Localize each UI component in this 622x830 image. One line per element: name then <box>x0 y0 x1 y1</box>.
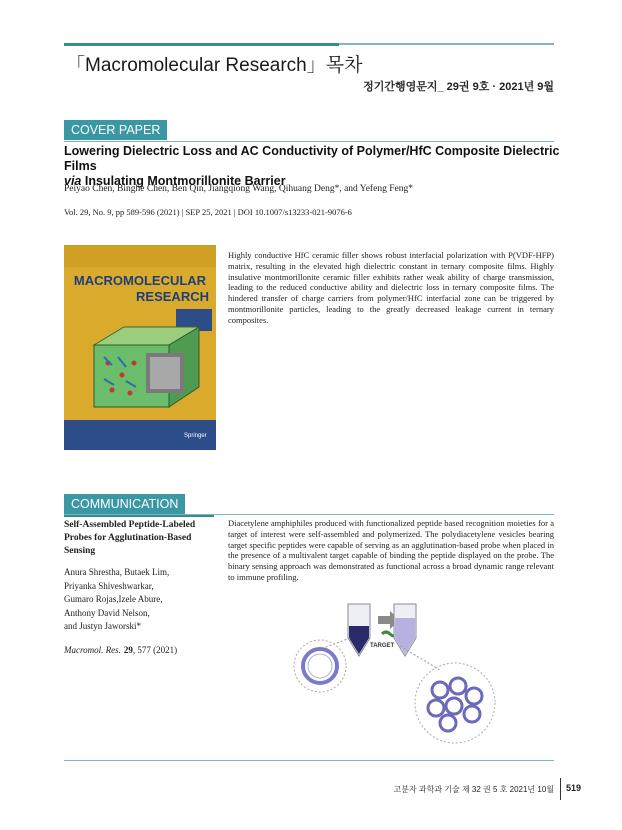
author-line: Gumaro Rojas,Izele Abure, <box>64 594 163 604</box>
article-citation <box>64 645 177 655</box>
footer-separator <box>560 778 561 800</box>
figure-target-label: TARGET <box>370 643 395 649</box>
agglutination-figure <box>290 598 550 748</box>
article-authors: Peiyao Chen, Binghe Chen, Ben Qin, Jiangqiong Wang, Qihuang Deng*, and Yefeng Feng* <box>64 184 413 194</box>
section-rule-accent <box>64 515 214 517</box>
article-title-rest: Insulating Montmorillonite Barrier <box>84 174 286 188</box>
cover-publisher: Springer <box>184 433 207 439</box>
article-citation: Vol. 29, No. 9, pp 589-596 (2021) | SEP 25, 2021 | DOI 10.1007/s13233-021-9076-6 <box>64 207 352 217</box>
footer-journal: 고분자 과학과 기술 제 32 권 5 호 2021년 10월 <box>393 785 554 794</box>
title-rule-accent <box>64 43 339 46</box>
article-title[interactable] <box>64 144 564 189</box>
citation-volume: 29 <box>123 645 133 655</box>
article-title-main: Lowering Dielectric Loss and AC Conductivity of Polymer/HfC Composite Dielectric Films <box>64 144 560 173</box>
article-title-via: via <box>64 174 82 188</box>
section-tag-cover-paper: COVER PAPER <box>64 120 167 140</box>
author-line: Priyanka Shiveshwarkar, <box>64 580 154 591</box>
cover-journal-line1: MACROMOLECULAR <box>73 273 207 288</box>
section-tag-communication: COMMUNICATION <box>64 494 185 514</box>
article-abstract: Diacetylene amphiphiles produced with functionalized peptide based recognition moieties for a target of interest were self-assembled and polymerized. The polydiacetylene vesicles bearing target specific peptides were capable of serving as an agglutination-based probe when placed in the presence of a multivalent target capable of binding the peptide displayed on the probe. The binary sensing approach was demonstrated as functional across a broad dynamic range relevant to immune profiling. <box>228 518 554 582</box>
footer-rule <box>64 760 554 761</box>
author-line: Anthony David Nelson, <box>64 607 150 618</box>
page-title: 「Macromolecular Research」목차 <box>66 55 363 76</box>
article-authors <box>64 566 214 634</box>
cover-illustration <box>64 245 216 450</box>
journal-cover-image <box>64 245 216 450</box>
author-line: and Justyn Jaworski* <box>64 621 141 631</box>
citation-rest: , 577 (2021) <box>132 645 178 655</box>
page-number: 519 <box>566 783 582 793</box>
issue-line: 정기간행영문지_ 29권 9호 · 2021년 9월 <box>363 81 554 93</box>
article-abstract: Highly conductive HfC ceramic filler shows robust interfacial polarization with P(VDF-HFP) matrix, resulting in the elevated high dielectric constant in ternary composite films. Highly insulative montmorillonite ceramic filler exhibits rather weak ability of charge transmission, leading to the reduced conductive ability and dielectric loss in ternary composite films. The hindered transfer of charge carriers from polymer/HfC interfacial zone can be triggered by montmorillonite particles, leading to the greatly decreased leakage current in ternary composites. <box>228 250 554 325</box>
citation-journal: Macromol. Res. <box>64 645 121 655</box>
section-rule <box>64 141 554 142</box>
cover-journal-line2: RESEARCH <box>136 289 209 304</box>
author-line: Anura Shrestha, Butaek Lim, <box>64 567 170 577</box>
article-title[interactable]: Self-Assembled Peptide-Labeled Probes for Agglutination-Based Sensing <box>64 520 196 556</box>
